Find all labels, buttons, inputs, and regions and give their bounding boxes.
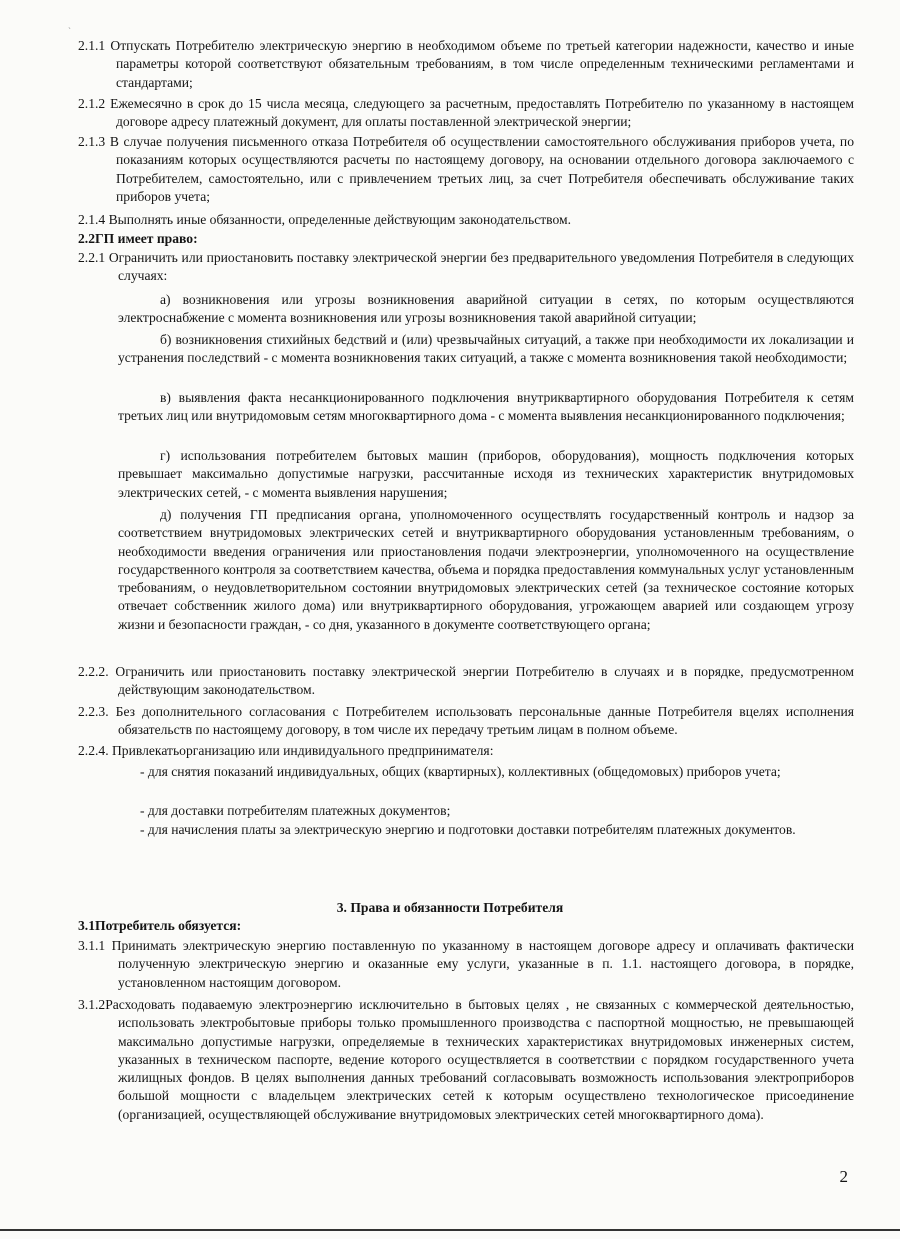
section-3-title: 3. Права и обязанности Потребителя [336,900,564,915]
clause-2-2-1-a: а) возникновения или угрозы возникновения аварийной ситуации в сетях, по которым осуществляются электроснабжение с момента возникновения или угрозы возникновения такой аварийной ситуации; [118,292,854,326]
clause-2-2-1-v: в) выявления факта несанкционированного подключения внутриквартирного оборудования Потребителя к сетям третьих лиц или внутридомовым сетям многоквартирного дома - с момента выявления несанкционированного подключения; [118,390,854,424]
heading-2-2: 2.2ГП имеет право: [78,231,198,246]
clause-2-2-1: 2.2.1 Ограничить или приостановить поставку электрической энергии без предварительного уведомления Потребителя в следующих случаях: [78,250,854,284]
clause-2-1-3: 2.1.3 В случае получения письменного отказа Потребителя об осуществлении самостоятельного обслуживания приборов учета, по показаниям которых осуществляются расчеты по настоящему договору, на основании отдельного договора заключаемого с Потребителем, самостоятельно, или с привлечением третьих лиц, за счет Потребителя обеспечивать обслуживание таких приборов учета; [78,134,854,204]
scan-bottom-edge [0,1229,900,1231]
clause-2-2-1-b: б) возникновения стихийных бедствий и (или) чрезвычайных ситуаций, а также при необходимости их локализации и устранения последствий - с момента возникновения таких ситуаций, а также с момента возникновения такой необходимости; [118,332,854,366]
list-item: - для начисления платы за электрическую энергию и подготовки доставки потребителям платежных документов. [140,822,796,837]
clause-2-2-3: 2.2.3. Без дополнительного согласования с Потребителем использовать персональные данные Потребителя вцелях исполнения обязательств по настоящему договору, в том числе их передачу третьим лицам в полном объеме. [78,704,854,738]
page-number: 2 [839,1167,848,1186]
clause-2-1-2: 2.1.2 Ежемесячно в срок до 15 числа месяца, следующего за расчетным, предоставлять Потребителю по указанному в настоящем договоре адресу платежный документ, для оплаты поставленной электрической энергии; [78,96,854,130]
clause-2-2-1-d: д) получения ГП предписания органа, уполномоченного осуществлять государственный контроль и надзор за соответствием внутридомовых электрических сетей и внутриквартирного оборудования установленным требованиям, о необходимости введения ограничения или приостановления подачи электроэнергии, уполномоченного на осуществление государственного контроля за соответствием качества, объема и порядка предоставления коммунальных услуг установленным требованиям, о неудовлетворительном состоянии внутридомовых электрических сетей (за техническое состояние которых отвечает собственник жилого дома) или внутриквартирного оборудования, угрожающем аварией или создающем угрозу жизни и безопасности граждан, - со дня, указанного в документе соответствующего органа; [118,507,854,632]
clause-2-2-2: 2.2.2. Ограничить или приостановить поставку электрической энергии Потребителю в случаях и в порядке, предусмотренном действующим законодательством. [78,664,854,698]
clause-2-1-1: 2.1.1 Отпускать Потребителю электрическую энергию в необходимом объеме по третьей категории надежности, качество и иные параметры которой соответствуют обязательным требованиям, в том числе определенным техническими регламентами и стандартами; [78,38,854,90]
clause-2-2-4: 2.2.4. Привлекатьорганизацию или индивидуального предпринимателя: [78,743,494,758]
list-item: - для доставки потребителям платежных документов; [140,803,451,818]
clause-3-1-2: 3.1.2Расходовать подаваемую электроэнергию исключительно в бытовых целях , не связанных с коммерческой деятельностью, использовать электробытовые приборы только промышленного производства с паспортной мощностью, не превышающей максимально допустимые нагрузки, определяемые в технических характеристиках внутридомовых инженерных систем, указанных в техническом паспорте, ведение которого осуществляется в соответствии с порядком государственного учета жилищных фондов. В целях выполнения данных требований согласовывать возможность использования электроприборов большой мощности с владельцем электрических сетей к которым осуществлено технологическое присоединение (организацией, осуществляющей обслуживание внутридомовых электрических сетей многоквартирного дома). [78,997,854,1122]
heading-3-1: 3.1Потребитель обязуется: [78,918,242,933]
list-item: - для снятия показаний индивидуальных, общих (квартирных), коллективных (общедомовых) приборов учета; [140,764,781,779]
clause-2-1-4: 2.1.4 Выполнять иные обязанности, определенные действующим законодательством. [78,212,572,227]
clause-3-1-1: 3.1.1 Принимать электрическую энергию поставленную по указанному в настоящем договоре адресу и оплачивать фактически полученную электрическую энергию и оказанные ему услуги, указанные в п. 1.1. настоящего договора, в порядке, установленном настоящим договором. [78,938,854,990]
scan-mark: ` [68,26,71,36]
clause-2-2-1-g: г) использования потребителем бытовых машин (приборов, оборудования), мощность подключения которых превышает максимально допустимые нагрузки, рассчитанные исходя из технических характеристик внутридомовых электрических сетей, - с момента выявления нарушения; [118,448,854,500]
